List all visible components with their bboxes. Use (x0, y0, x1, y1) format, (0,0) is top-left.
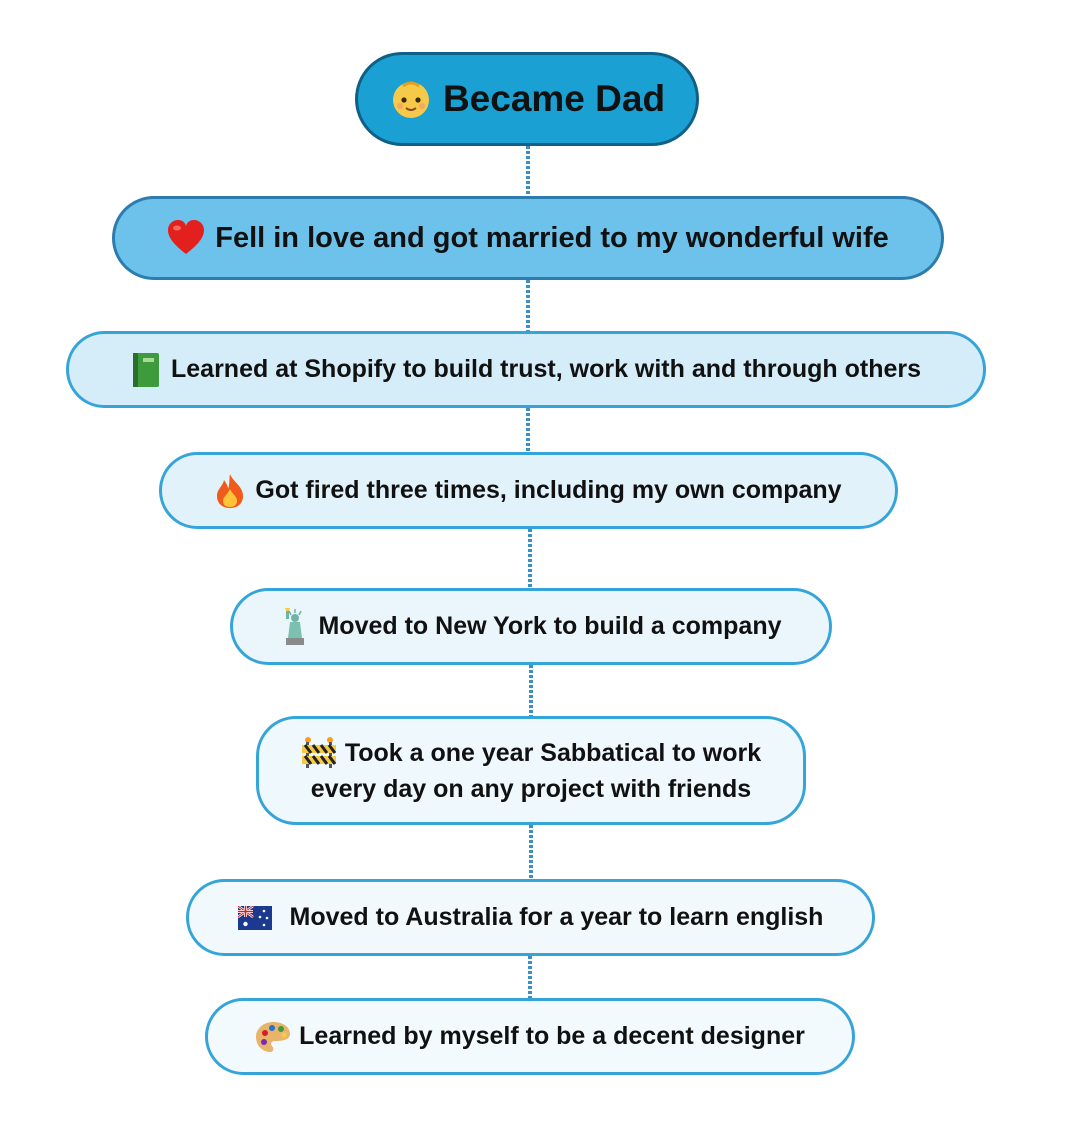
connector-leaf3-leaf4 (529, 665, 533, 716)
node-moved-to-new-york[interactable] (230, 588, 832, 665)
node-became-dad[interactable] (355, 52, 699, 146)
baby-face-icon (389, 77, 433, 121)
node-label: Learned at Shopify to build trust, work with and through others (171, 355, 921, 383)
artist-palette-icon (255, 1021, 291, 1053)
node-sabbatical[interactable] (256, 716, 806, 825)
connector-leaf5-leaf6 (528, 956, 532, 998)
connector-level1-leaf1 (526, 280, 530, 331)
node-learned-at-shopify[interactable] (66, 331, 986, 408)
green-book-icon (131, 352, 161, 388)
construction-barrier-icon (301, 737, 337, 769)
node-label: Became Dad (442, 78, 666, 119)
australia-flag-icon (238, 906, 272, 930)
node-label-line-1: Took a one year Sabbatical to work (344, 738, 762, 767)
connector-leaf4-leaf5 (529, 825, 533, 879)
node-fell-in-love[interactable] (112, 196, 944, 280)
red-heart-icon (167, 220, 205, 256)
statue-of-liberty-icon (280, 608, 308, 646)
node-learned-design[interactable] (205, 998, 855, 1075)
node-moved-to-australia[interactable] (186, 879, 875, 956)
connector-root-level1 (526, 146, 530, 196)
fire-icon (215, 473, 245, 509)
node-label: Fell in love and got married to my wonderful wife (215, 221, 889, 254)
node-got-fired[interactable] (159, 452, 898, 529)
node-label-line-2: every day on any project with friends (310, 774, 752, 803)
node-label: Moved to Australia for a year to learn english (289, 903, 824, 931)
connector-leaf2-leaf3 (528, 529, 532, 588)
connector-leaf1-leaf2 (526, 408, 530, 452)
node-label: Got fired three times, including my own company (255, 476, 842, 504)
node-label: Moved to New York to build a company (318, 612, 782, 640)
node-label: Learned by myself to be a decent designer (299, 1022, 805, 1050)
